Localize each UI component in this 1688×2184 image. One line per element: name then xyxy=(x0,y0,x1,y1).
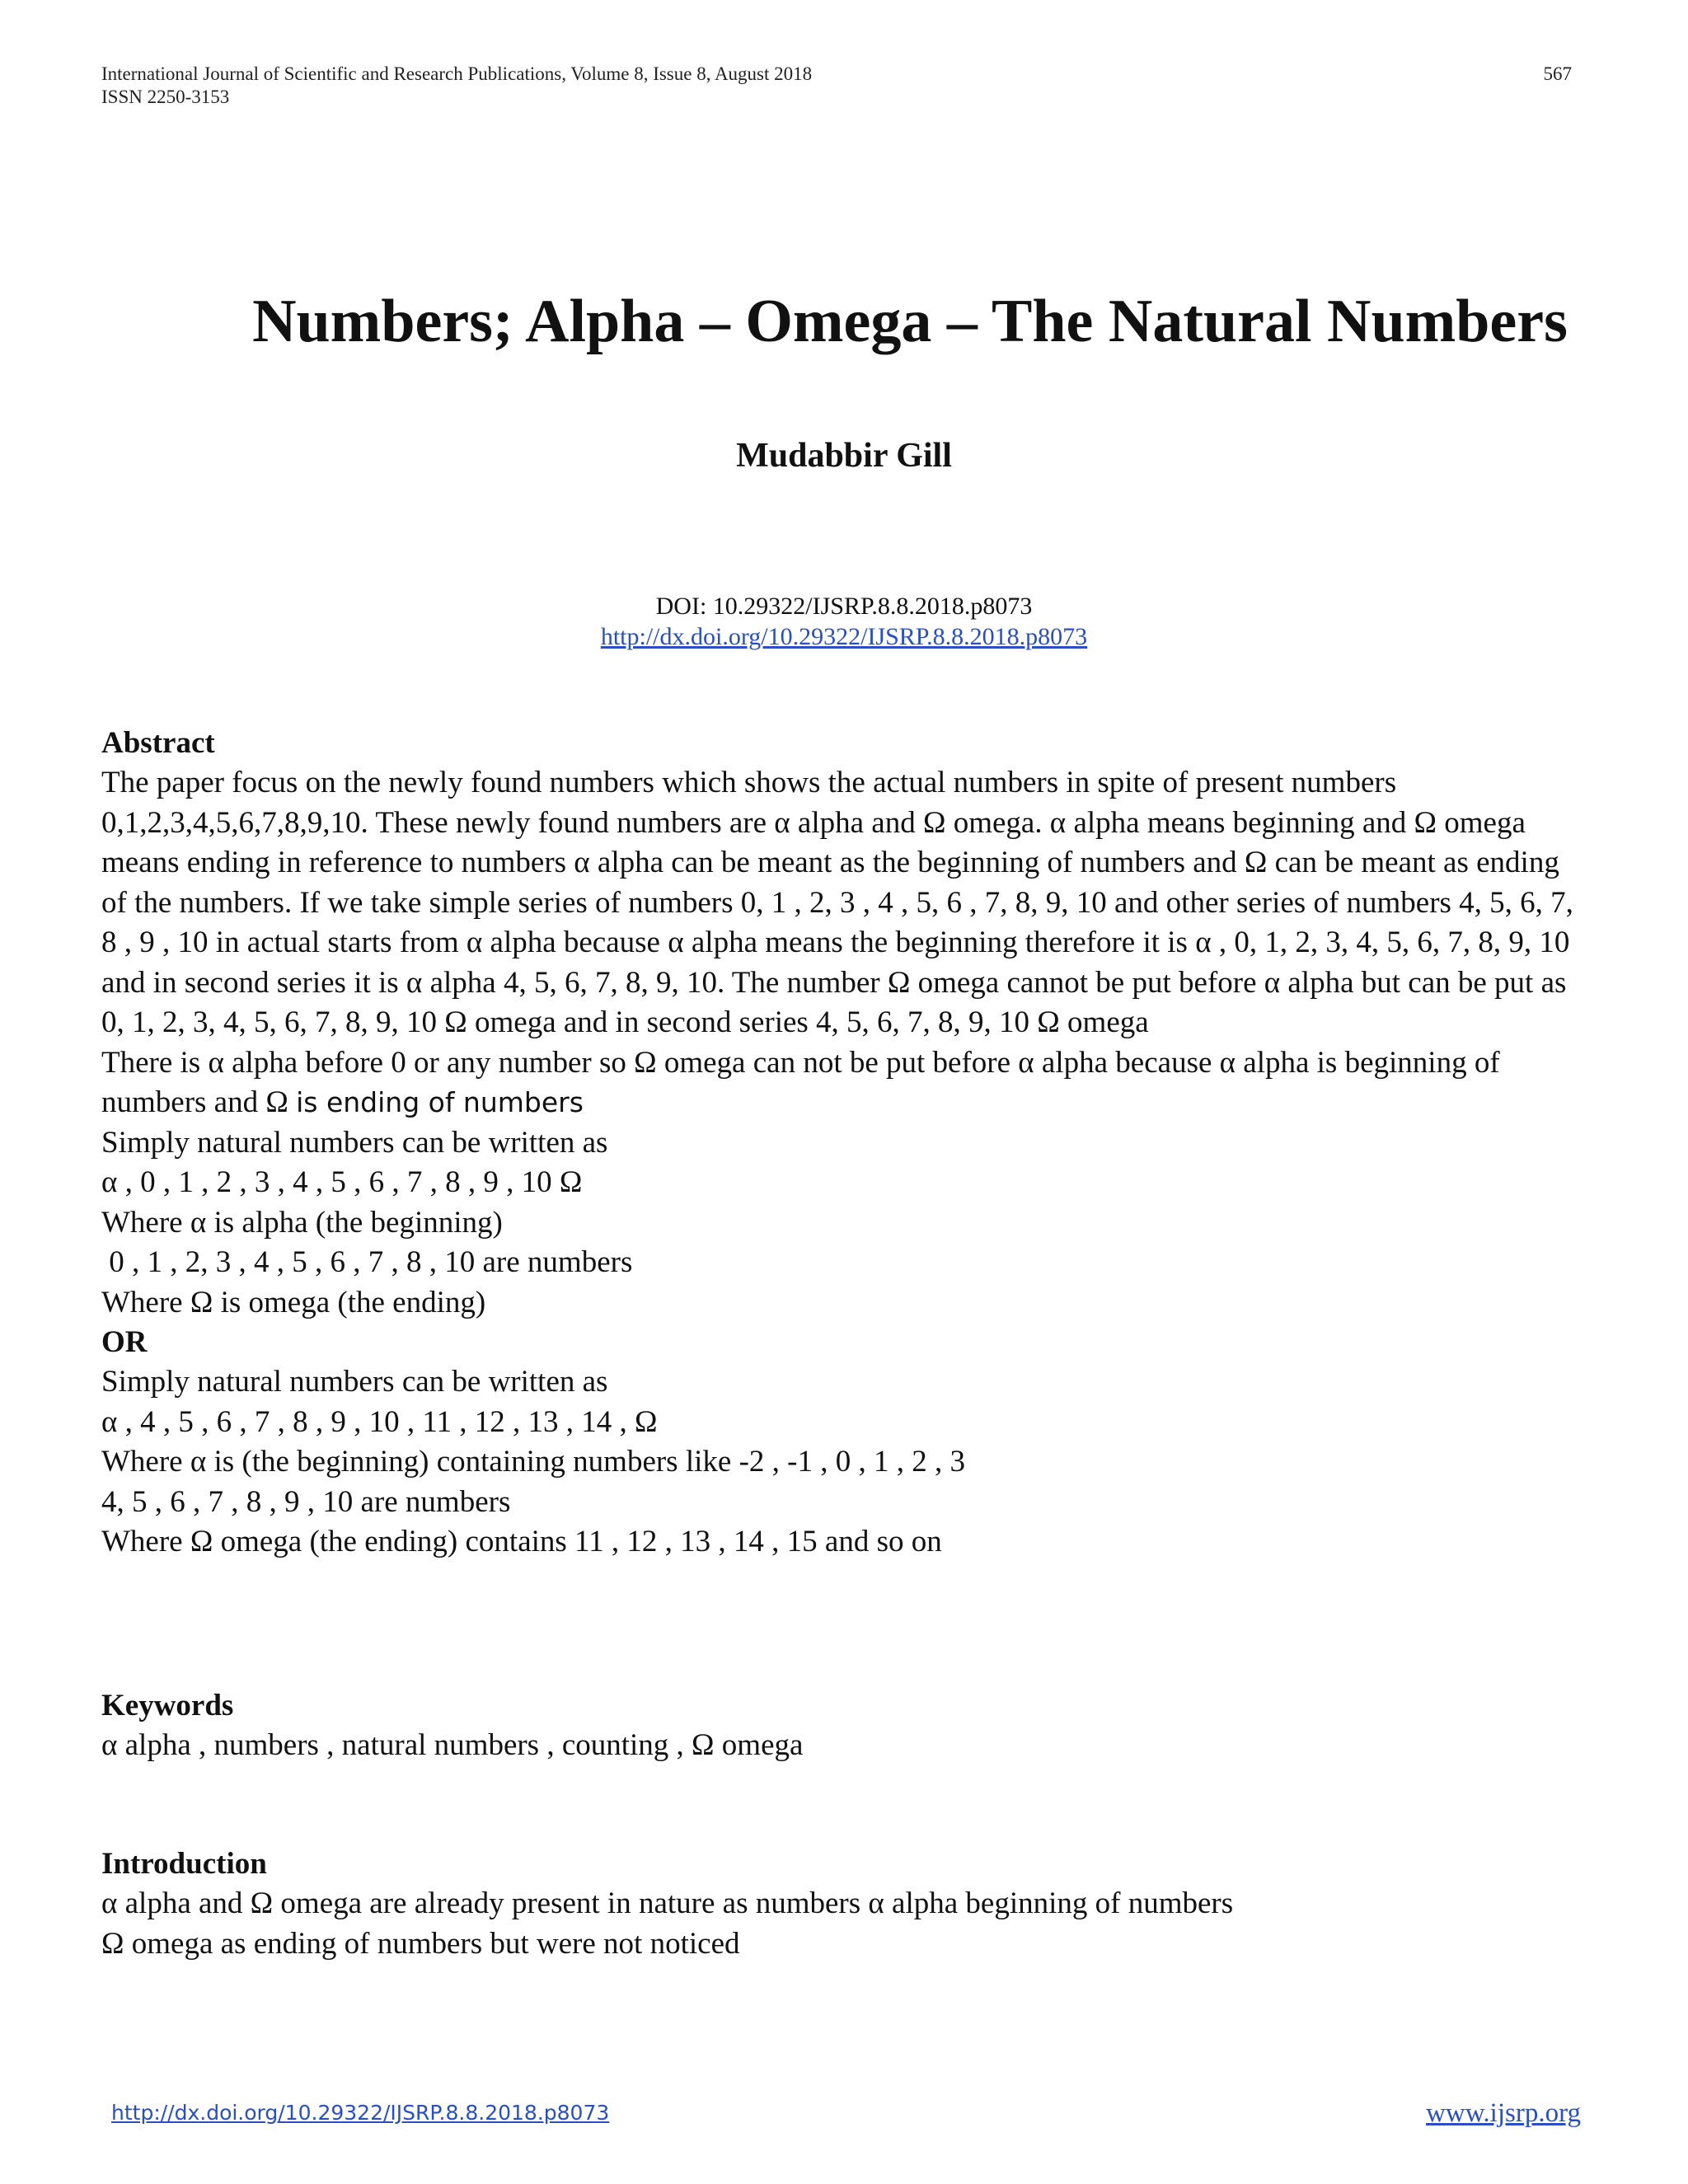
abstract-line: Where α is (the beginning) containing numbers like -2 , -1 , 0 , 1 , 2 , 3 xyxy=(101,1445,965,1479)
abstract-section xyxy=(101,724,1585,1563)
issn-header: ISSN 2250-3153 xyxy=(101,87,230,107)
keywords-text: α alpha , numbers , natural numbers , counting , Ω omega xyxy=(101,1728,804,1762)
footer-doi-container xyxy=(111,2100,609,2126)
there-is-text: There is α alpha before 0 or any number so Ω omega can not be put before α alpha because α alpha is beginning of numbers and Ω xyxy=(101,1045,1500,1119)
page-number: 567 xyxy=(1543,63,1572,84)
abstract-there-is xyxy=(101,1043,1585,1123)
journal-header: International Journal of Scientific and Research Publications, Volume 8, Issue 8, August 2018 xyxy=(101,63,813,84)
abstract-line: α , 4 , 5 , 6 , 7 , 8 , 9 , 10 , 11 , 12 , 13 , 14 , Ω xyxy=(101,1404,658,1439)
author-name: Mudabbir Gill xyxy=(736,437,952,475)
or-label: OR xyxy=(101,1325,148,1359)
introduction-line: Ω omega as ending of numbers but were not noticed xyxy=(101,1926,740,1961)
abstract-paragraph: The paper focus on the newly found numbers which shows the actual numbers in spite of present numbers 0,1,2,3,4,5,6,7,8,9,10. These newly found numbers are α alpha and Ω omega. α alpha means beginning and Ω omega means ending in reference to numbers α alpha can be meant as the beginning of numbers and Ω can be meant as ending of the numbers. If we take simple series of numbers 0, 1 , 2, 3 , 4 , 5, 6 , 7, 8, 9, 10 and other series of numbers 4, 5, 6, 7, 8 , 9 , 10 in actual starts from α alpha because α alpha means the beginning therefore it is α , 0, 1, 2, 3, 4, 5, 6, 7, 8, 9, 10 and in second series it is α alpha 4, 5, 6, 7, 8, 9, 10. The number Ω omega cannot be put before α alpha but can be put as 0, 1, 2, 3, 4, 5, 6, 7, 8, 9, 10 Ω omega and in second series 4, 5, 6, 7, 8, 9, 10 Ω omega xyxy=(101,766,1573,1039)
footer-website-container xyxy=(1426,2100,1581,2126)
abstract-heading: Abstract xyxy=(101,726,215,760)
abstract-line: α , 0 , 1 , 2 , 3 , 4 , 5 , 6 , 7 , 8 , 9 , 10 Ω xyxy=(101,1165,583,1199)
abstract-line: Simply natural numbers can be written as xyxy=(101,1365,608,1399)
abstract-line: Where Ω omega (the ending) contains 11 , 12 , 13 , 14 , 15 and so on xyxy=(101,1525,942,1558)
abstract-line: Simply natural numbers can be written as xyxy=(101,1125,608,1160)
introduction-line: α alpha and Ω omega are already present in nature as numbers α alpha beginning of numbers xyxy=(101,1886,1234,1920)
abstract-line: 0 , 1 , 2, 3 , 4 , 5 , 6 , 7 , 8 , 10 are numbers xyxy=(101,1245,633,1279)
doi-label: DOI: 10.29322/IJSRP.8.8.2018.p8073 xyxy=(655,593,1033,620)
footer-doi-link[interactable]: http://dx.doi.org/10.29322/IJSRP.8.8.2018.p8073 xyxy=(111,2101,610,2125)
introduction-heading: Introduction xyxy=(101,1847,267,1881)
keywords-heading: Keywords xyxy=(101,1689,234,1722)
abstract-line: 4, 5 , 6 , 7 , 8 , 9 , 10 are numbers xyxy=(101,1484,511,1519)
abstract-line: Where Ω is omega (the ending) xyxy=(101,1285,486,1319)
there-is-tail: is ending of numbers xyxy=(296,1086,584,1118)
introduction-section xyxy=(101,1844,1585,1964)
footer-website-link[interactable]: www.ijsrp.org xyxy=(1426,2098,1581,2128)
keywords-section xyxy=(101,1686,1585,1766)
abstract-line: Where α is alpha (the beginning) xyxy=(101,1205,503,1240)
doi-link[interactable]: http://dx.doi.org/10.29322/IJSRP.8.8.2018.p8073 xyxy=(600,623,1088,650)
doi-link-container xyxy=(0,622,1688,652)
paper-title: Numbers; Alpha – Omega – The Natural Numbers xyxy=(252,288,1568,355)
